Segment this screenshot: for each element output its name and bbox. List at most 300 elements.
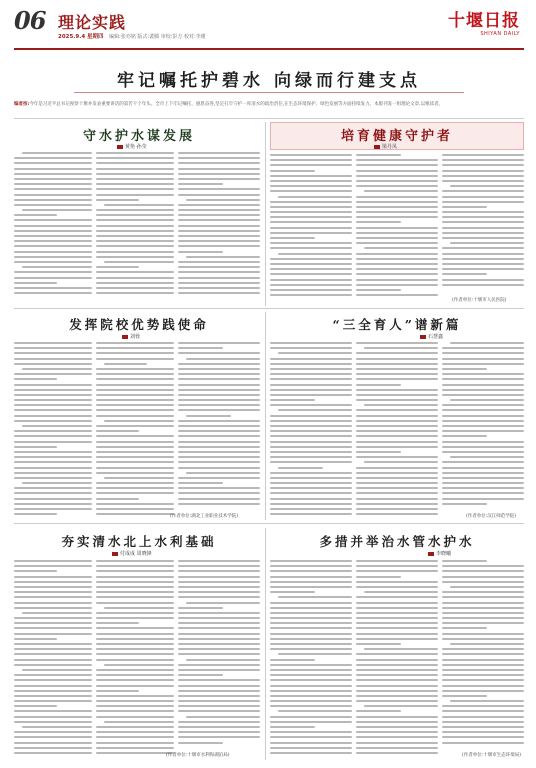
text-line bbox=[270, 731, 352, 733]
text-line bbox=[270, 752, 352, 754]
text-line bbox=[270, 232, 352, 234]
text-line bbox=[442, 721, 524, 723]
text-line bbox=[14, 435, 92, 437]
article-body-a5-col2 bbox=[96, 560, 174, 758]
text-line bbox=[96, 230, 174, 232]
text-line bbox=[14, 358, 92, 360]
text-line bbox=[178, 669, 260, 671]
text-line bbox=[96, 347, 174, 349]
text-line bbox=[178, 451, 260, 453]
text-line bbox=[356, 482, 438, 484]
text-line bbox=[14, 721, 92, 723]
text-line bbox=[96, 256, 174, 258]
text-line bbox=[442, 742, 524, 744]
text-line bbox=[356, 164, 438, 166]
text-line bbox=[14, 162, 92, 164]
text-line bbox=[442, 685, 524, 687]
text-line bbox=[356, 227, 438, 229]
text-line bbox=[356, 643, 401, 645]
article-title-a2: 培育健康守护者 bbox=[340, 129, 453, 144]
text-line bbox=[96, 409, 174, 411]
text-line bbox=[270, 679, 352, 681]
text-line bbox=[14, 503, 92, 505]
text-line bbox=[14, 441, 92, 443]
text-line bbox=[270, 373, 352, 375]
text-line bbox=[96, 633, 174, 635]
byline-a6 bbox=[428, 550, 451, 557]
article-body-a1-col1 bbox=[14, 152, 92, 302]
text-line bbox=[442, 358, 524, 360]
text-line bbox=[270, 425, 352, 427]
text-line bbox=[356, 607, 438, 609]
text-line bbox=[356, 289, 401, 291]
text-line bbox=[14, 659, 92, 661]
text-line bbox=[270, 289, 352, 291]
text-line bbox=[14, 648, 92, 650]
text-line bbox=[178, 742, 223, 744]
article-body-a4-col2 bbox=[356, 342, 438, 520]
text-line bbox=[356, 170, 438, 172]
text-line bbox=[442, 258, 524, 260]
text-line bbox=[270, 451, 352, 453]
text-line bbox=[450, 342, 524, 344]
text-line bbox=[442, 415, 524, 417]
text-line bbox=[270, 581, 352, 583]
text-line bbox=[356, 487, 438, 489]
text-line bbox=[14, 178, 92, 180]
text-line bbox=[14, 627, 92, 629]
text-line bbox=[104, 204, 174, 206]
text-line bbox=[96, 731, 174, 733]
text-line bbox=[356, 242, 438, 244]
article-title-a1: 守水护水谋发展 bbox=[82, 129, 195, 144]
text-line bbox=[442, 268, 524, 270]
text-line bbox=[178, 664, 260, 666]
text-line bbox=[278, 196, 352, 198]
text-line bbox=[270, 175, 352, 177]
editor-info: 编辑:张亦铭 版式:裴腾 审校:彭方 校对:李瑾 bbox=[109, 34, 206, 40]
text-line bbox=[22, 482, 92, 484]
byline-a3 bbox=[122, 333, 140, 340]
text-line bbox=[96, 659, 174, 661]
text-line bbox=[14, 695, 92, 697]
text-line bbox=[270, 441, 352, 443]
text-line bbox=[96, 508, 174, 510]
text-line bbox=[104, 664, 174, 666]
text-line bbox=[356, 211, 438, 213]
text-line bbox=[270, 154, 352, 156]
paper-logo bbox=[448, 6, 520, 37]
article-body-a6-col3 bbox=[442, 560, 524, 748]
text-line bbox=[442, 560, 487, 562]
text-line bbox=[178, 373, 260, 375]
text-line bbox=[14, 492, 92, 494]
text-line bbox=[442, 695, 487, 697]
text-line bbox=[356, 695, 438, 697]
text-line bbox=[356, 560, 438, 562]
text-line bbox=[178, 342, 260, 344]
text-line bbox=[186, 199, 260, 201]
text-line bbox=[14, 731, 92, 733]
text-line bbox=[442, 576, 524, 578]
article-body-a4-col3 bbox=[442, 342, 524, 510]
column-divider bbox=[265, 528, 266, 760]
text-line bbox=[178, 731, 260, 733]
text-line bbox=[178, 430, 260, 432]
text-line bbox=[178, 612, 260, 614]
text-line bbox=[14, 685, 92, 687]
text-line bbox=[178, 204, 260, 206]
text-line bbox=[14, 384, 92, 386]
text-line bbox=[96, 389, 174, 391]
text-line bbox=[96, 716, 174, 718]
text-line bbox=[356, 435, 438, 437]
text-line bbox=[96, 178, 174, 180]
text-line bbox=[270, 664, 352, 666]
text-line bbox=[442, 435, 487, 437]
text-line bbox=[14, 622, 92, 624]
article-body-a6-col2 bbox=[356, 560, 438, 758]
text-line bbox=[442, 602, 524, 604]
text-line bbox=[270, 258, 352, 260]
text-line bbox=[270, 159, 352, 161]
text-line bbox=[270, 576, 352, 578]
text-line bbox=[356, 430, 438, 432]
byline-a1 bbox=[117, 143, 147, 150]
text-line bbox=[270, 201, 352, 203]
text-line bbox=[14, 235, 92, 237]
text-line bbox=[270, 638, 352, 640]
text-line bbox=[356, 378, 438, 380]
text-line bbox=[442, 263, 524, 265]
text-line bbox=[14, 214, 57, 216]
text-line bbox=[178, 726, 260, 728]
text-line bbox=[356, 456, 438, 458]
text-line bbox=[96, 586, 174, 588]
text-line bbox=[356, 653, 438, 655]
text-line bbox=[178, 209, 260, 211]
text-line bbox=[356, 731, 438, 733]
paper-name-cn: 十堰日报 bbox=[448, 11, 520, 31]
text-line bbox=[442, 227, 524, 229]
byline-a4 bbox=[420, 333, 443, 340]
text-line bbox=[96, 235, 174, 237]
text-line bbox=[178, 685, 260, 687]
text-line bbox=[96, 705, 174, 707]
text-line bbox=[442, 596, 524, 598]
text-line bbox=[450, 242, 524, 244]
article-body-a5-col3 bbox=[178, 560, 260, 748]
text-line bbox=[96, 591, 174, 593]
text-line bbox=[442, 659, 524, 661]
text-line bbox=[270, 294, 352, 296]
text-line bbox=[270, 399, 315, 401]
text-line bbox=[96, 669, 174, 671]
text-line bbox=[178, 261, 260, 263]
text-line bbox=[14, 378, 57, 380]
text-line bbox=[270, 242, 352, 244]
text-line bbox=[270, 170, 315, 172]
text-line bbox=[270, 482, 352, 484]
text-line bbox=[22, 726, 92, 728]
text-line bbox=[442, 607, 524, 609]
text-line bbox=[270, 487, 352, 489]
text-line bbox=[270, 221, 352, 223]
text-line bbox=[450, 399, 524, 401]
byline-a1-author: 黄艳 孙莹 bbox=[125, 144, 147, 150]
text-line bbox=[96, 498, 139, 500]
byline-a2 bbox=[374, 143, 397, 150]
text-line bbox=[270, 211, 352, 213]
text-line bbox=[270, 420, 352, 422]
text-line bbox=[14, 420, 92, 422]
text-line bbox=[96, 425, 174, 427]
text-line bbox=[96, 456, 174, 458]
text-line bbox=[96, 384, 174, 386]
text-line bbox=[356, 368, 438, 370]
text-line bbox=[442, 154, 524, 156]
text-line bbox=[270, 622, 352, 624]
text-line bbox=[442, 716, 524, 718]
text-line bbox=[442, 669, 524, 671]
text-line bbox=[178, 477, 260, 479]
byline-a6-author: 李晓曦 bbox=[436, 551, 452, 557]
text-line bbox=[442, 175, 524, 177]
text-line bbox=[178, 240, 260, 242]
text-line bbox=[442, 363, 524, 365]
text-line bbox=[356, 232, 438, 234]
text-line bbox=[356, 154, 401, 156]
text-line bbox=[270, 643, 352, 645]
text-line bbox=[14, 409, 92, 411]
text-line bbox=[96, 648, 174, 650]
text-line bbox=[96, 209, 174, 211]
text-line bbox=[356, 279, 438, 281]
byline-a3-author: 刘蓉 bbox=[130, 334, 141, 340]
text-line bbox=[270, 570, 352, 572]
text-line bbox=[356, 221, 401, 223]
text-line bbox=[96, 612, 174, 614]
divider bbox=[14, 118, 524, 119]
text-line bbox=[178, 674, 223, 676]
text-line bbox=[178, 565, 260, 567]
text-line bbox=[356, 451, 401, 453]
text-line bbox=[178, 648, 260, 650]
text-line bbox=[442, 441, 524, 443]
text-line bbox=[356, 358, 438, 360]
text-line bbox=[356, 180, 438, 182]
article-body-a2-col1 bbox=[270, 154, 352, 304]
text-line bbox=[442, 591, 524, 593]
text-line bbox=[356, 373, 438, 375]
text-line bbox=[364, 347, 438, 349]
text-line bbox=[442, 736, 524, 738]
text-line bbox=[14, 643, 92, 645]
text-line bbox=[96, 736, 174, 738]
text-line bbox=[96, 245, 174, 247]
text-line bbox=[442, 253, 524, 255]
byline-a2-author: 梁丹凤 bbox=[382, 144, 398, 150]
text-line bbox=[96, 199, 139, 201]
text-line bbox=[14, 570, 57, 572]
text-line bbox=[270, 503, 352, 505]
text-line bbox=[270, 237, 315, 239]
text-line bbox=[356, 237, 438, 239]
text-line bbox=[178, 617, 260, 619]
text-line bbox=[14, 342, 92, 344]
text-line bbox=[178, 363, 260, 365]
text-line bbox=[356, 284, 438, 286]
text-line bbox=[14, 287, 92, 289]
text-line bbox=[96, 679, 174, 681]
text-line bbox=[178, 653, 260, 655]
text-line bbox=[96, 685, 174, 687]
text-line bbox=[14, 742, 92, 744]
text-line bbox=[356, 294, 438, 296]
text-line bbox=[442, 389, 524, 391]
text-line bbox=[178, 178, 260, 180]
text-line bbox=[96, 368, 174, 370]
text-line bbox=[178, 638, 260, 640]
text-line bbox=[178, 282, 260, 284]
text-line bbox=[14, 199, 92, 201]
text-line bbox=[270, 404, 352, 406]
banner-ornament bbox=[74, 92, 464, 93]
text-line bbox=[278, 253, 352, 255]
text-line bbox=[442, 373, 524, 375]
text-line bbox=[442, 726, 524, 728]
text-line bbox=[96, 638, 174, 640]
text-line bbox=[178, 596, 260, 598]
text-line bbox=[270, 342, 352, 344]
text-line bbox=[356, 659, 438, 661]
text-line bbox=[442, 467, 524, 469]
text-line bbox=[14, 513, 57, 515]
divider bbox=[14, 523, 524, 524]
text-line bbox=[14, 461, 92, 463]
text-line bbox=[356, 612, 438, 614]
text-line bbox=[96, 188, 174, 190]
column-divider bbox=[265, 122, 266, 306]
text-line bbox=[270, 617, 352, 619]
banner bbox=[14, 58, 524, 100]
text-line bbox=[178, 245, 260, 247]
text-line bbox=[270, 721, 352, 723]
text-line bbox=[442, 461, 524, 463]
text-line bbox=[14, 451, 92, 453]
text-line bbox=[356, 576, 401, 578]
text-line bbox=[96, 596, 174, 598]
text-line bbox=[270, 268, 352, 270]
text-line bbox=[270, 742, 352, 744]
text-line bbox=[14, 240, 92, 242]
text-line bbox=[270, 700, 352, 702]
text-line bbox=[356, 565, 438, 567]
text-line bbox=[96, 451, 174, 453]
column-divider bbox=[265, 312, 266, 520]
text-line bbox=[178, 710, 260, 712]
text-line bbox=[356, 581, 438, 583]
text-line bbox=[278, 467, 323, 469]
text-line bbox=[14, 576, 92, 578]
text-line bbox=[14, 292, 92, 294]
text-line bbox=[442, 247, 524, 249]
text-line bbox=[442, 279, 524, 281]
text-line bbox=[356, 258, 438, 260]
article-body-a1-col2 bbox=[96, 152, 174, 302]
article-title-a4: “三全育人”谱新篇 bbox=[332, 317, 462, 332]
text-line bbox=[96, 742, 174, 744]
text-line bbox=[96, 404, 174, 406]
text-line bbox=[356, 586, 438, 588]
text-line bbox=[96, 277, 174, 279]
credit-a2: (作者单位:十堰市人民医院) bbox=[452, 298, 507, 303]
text-line bbox=[96, 358, 174, 360]
text-line bbox=[270, 216, 352, 218]
text-line bbox=[356, 175, 438, 177]
text-line bbox=[14, 747, 92, 749]
credit-a4: (作者单位:汉江师范学院) bbox=[466, 514, 517, 519]
text-line bbox=[356, 477, 438, 479]
text-line bbox=[96, 461, 174, 463]
text-line bbox=[96, 152, 174, 154]
text-line bbox=[442, 648, 524, 650]
text-line bbox=[14, 430, 92, 432]
text-line bbox=[178, 389, 260, 391]
text-line bbox=[14, 653, 92, 655]
text-line bbox=[442, 394, 524, 396]
text-line bbox=[14, 282, 57, 284]
text-line bbox=[442, 430, 524, 432]
text-line bbox=[356, 617, 438, 619]
text-line bbox=[356, 685, 438, 687]
text-line bbox=[14, 710, 92, 712]
text-line bbox=[96, 219, 174, 221]
text-line bbox=[178, 352, 260, 354]
text-line bbox=[178, 219, 260, 221]
text-line bbox=[270, 602, 352, 604]
text-line bbox=[270, 669, 352, 671]
text-line bbox=[278, 710, 352, 712]
text-line bbox=[96, 513, 174, 515]
text-line bbox=[14, 404, 92, 406]
article-body-a3-col3 bbox=[178, 342, 260, 510]
text-line bbox=[186, 415, 231, 417]
text-line bbox=[270, 560, 352, 562]
text-line bbox=[186, 358, 260, 360]
text-line bbox=[178, 643, 260, 645]
text-line bbox=[270, 659, 315, 661]
text-line bbox=[14, 373, 92, 375]
editor-note bbox=[14, 101, 524, 108]
text-line bbox=[270, 648, 352, 650]
credit-a5: (作者单位:十堰市水利和湖泊局) bbox=[166, 753, 230, 758]
text-line bbox=[442, 570, 524, 572]
text-line bbox=[356, 716, 438, 718]
text-line bbox=[96, 415, 174, 417]
text-line bbox=[356, 752, 438, 754]
text-line bbox=[356, 389, 438, 391]
text-line bbox=[356, 409, 438, 411]
text-line bbox=[278, 409, 352, 411]
text-line bbox=[14, 472, 92, 474]
text-line bbox=[14, 230, 92, 232]
text-line bbox=[96, 643, 174, 645]
text-line bbox=[442, 622, 524, 624]
text-line bbox=[14, 565, 92, 567]
text-line bbox=[356, 159, 438, 161]
article-body-a2-col3 bbox=[442, 154, 524, 294]
